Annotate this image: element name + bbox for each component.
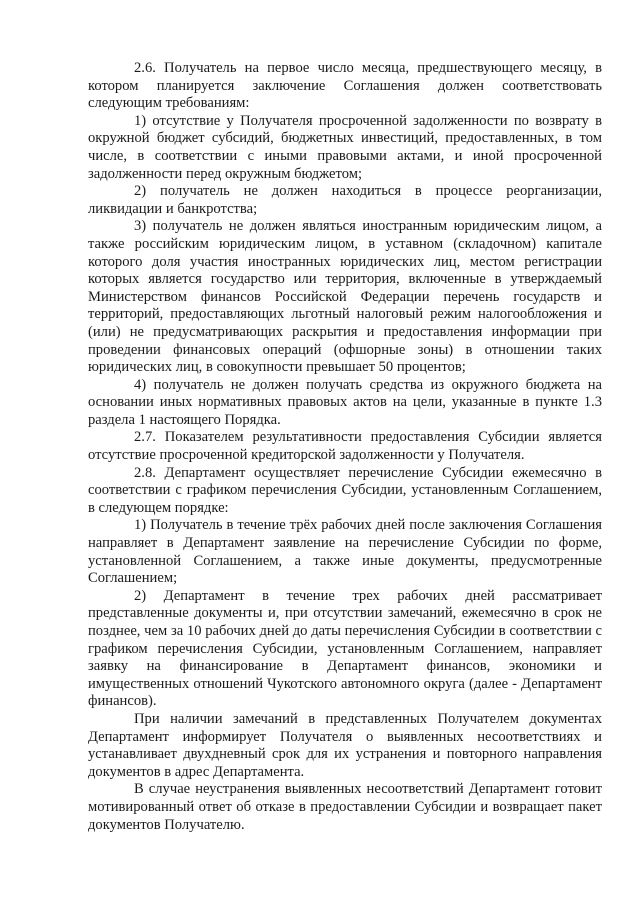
paragraph-refusal: В случае неустранения выявленных несоответствий Департамент готовит мотивированный ответ об отказе в предоставлении Субсидии и возвращает пакет документов Получателю. (88, 781, 602, 833)
paragraph-2-6-item-4: 4) получатель не должен получать средства из окружного бюджета на основании иных нормативных правовых актов на цели, указанные в пункте 1.3 раздела 1 настоящего Порядка. (88, 376, 602, 428)
paragraph-remarks: При наличии замечаний в представленных Получателем документах Департамент информирует Получателя о выявленных несоответствиях и устанавливает двухдневный срок для их устранения и повторного направления документов в адрес Департамента. (88, 710, 602, 780)
paragraph-2-7: 2.7. Показателем результативности предоставления Субсидии является отсутствие просроченной кредиторской задолженности у Получателя. (88, 429, 602, 464)
document-page (88, 60, 602, 834)
paragraph-2-8: 2.8. Департамент осуществляет перечисление Субсидии ежемесячно в соответствии с графиком перечисления Субсидии, установленным Соглашением, в следующем порядке: (88, 464, 602, 516)
paragraph-2-6-item-2: 2) получатель не должен находиться в процессе реорганизации, ликвидации и банкротства; (88, 183, 602, 217)
paragraph-2-8-item-2: 2) Департамент в течение трех рабочих дней рассматривает представленные документы и, при отсутствии замечаний, ежемесячно в срок не позднее, чем за 10 рабочих дней до даты перечисления Субсидии в соответствии с графиком перечисления Субсидии, установленным Соглашением, направляет заявку на финансирование в Департамент финансов, экономики и имущественных отношений Чукотского автономного округа (далее - Департамент финансов). (88, 587, 602, 710)
paragraph-2-6-item-3: 3) получатель не должен являться иностранным юридическим лицом, а также российским юридическим лицом, в уставном (складочном) капитале которого доля участия иностранных юридических лиц, местом регистрации которых является государство или территория, включенные в утверждаемый Министерством финансов Российской Федерации перечень государств и территорий, предоставляющих льготный налоговый режим налогообложения и (или) не предусматривающих раскрытия и предоставления информации при проведении финансовых операций (офшорные зоны) в отношении таких юридических лиц, в совокупности превышает 50 процентов; (88, 218, 602, 376)
paragraph-2-8-item-1: 1) Получатель в течение трёх рабочих дней после заключения Соглашения направляет в Департамент заявление на перечисление Субсидии по форме, установленной Соглашением, а также иные документы, предусмотренные Соглашением; (88, 517, 602, 587)
paragraph-2-6-item-1: 1) отсутствие у Получателя просроченной задолженности по возврату в окружной бюджет субсидий, бюджетных инвестиций, предоставленных, в том числе, в соответствии с иными правовыми актами, и иной просроченной задолженности перед окружным бюджетом; (88, 112, 602, 182)
paragraph-2-6: 2.6. Получатель на первое число месяца, предшествующего месяцу, в котором планируется заключение Соглашения должен соответствовать следующим требованиям: (88, 60, 602, 112)
